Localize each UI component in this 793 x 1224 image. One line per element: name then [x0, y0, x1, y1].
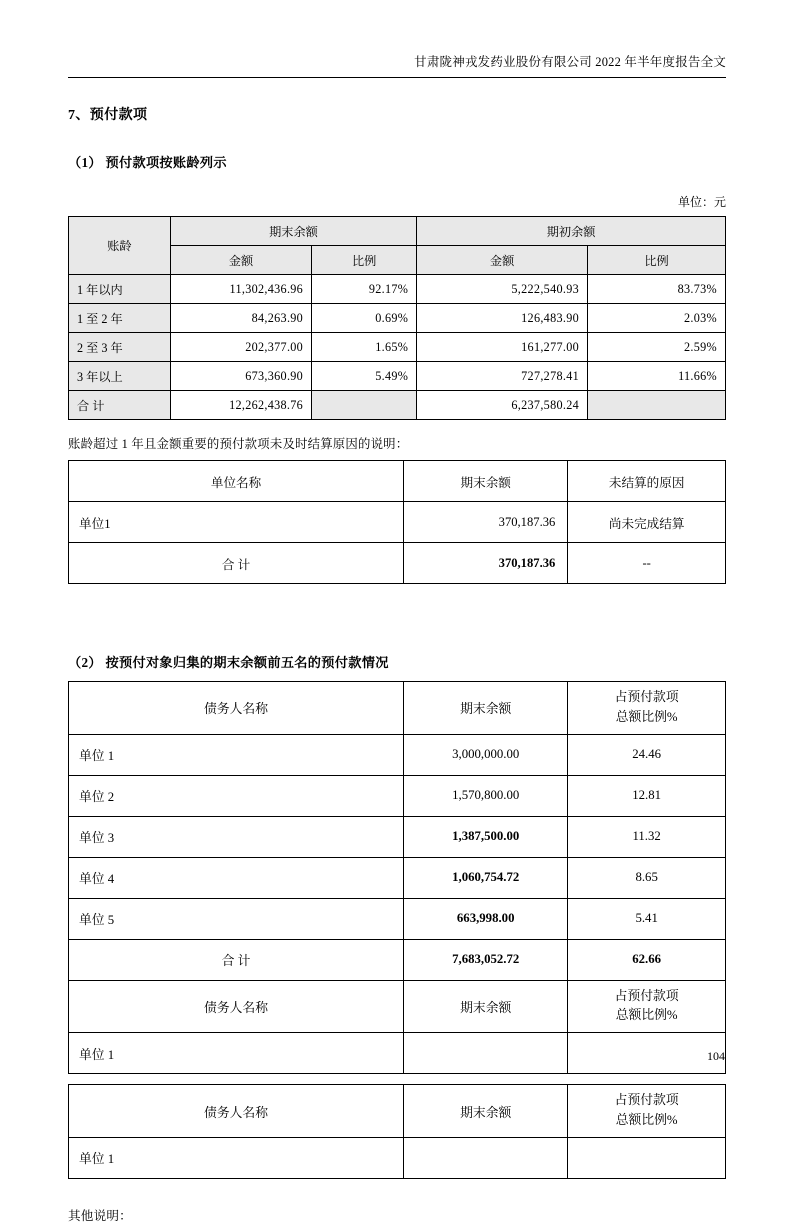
- top5-prepayment-table-extra: [68, 1084, 726, 1179]
- aging-row-begin-amount: 727,278.41: [417, 362, 588, 391]
- overdue-row-amount: 370,187.36: [404, 502, 568, 543]
- aging-header-begin-ratio: 比例: [588, 246, 726, 275]
- table-row: [69, 502, 726, 543]
- aging-row-begin-amount: 5,222,540.93: [417, 275, 588, 304]
- aging-total-end-ratio: [312, 391, 417, 420]
- top5-extra1-name: 单位 1: [69, 1033, 404, 1074]
- top5-header3-ratio: [568, 1085, 726, 1138]
- table-total-row: [69, 391, 726, 420]
- top5-header3-name: 债务人名称: [69, 1085, 404, 1138]
- top5-header3-amount: 期末余额: [404, 1085, 568, 1138]
- top5-prepayment-table: [68, 681, 726, 1074]
- table-row: [69, 333, 726, 362]
- table-row: [69, 275, 726, 304]
- top5-header-ratio-line2: 总额比例%: [615, 709, 678, 724]
- aging-row-end-ratio: 5.49%: [312, 362, 417, 391]
- unit-note: 单位：元: [677, 195, 726, 209]
- overdue-row-reason: 尚未完成结算: [568, 502, 726, 543]
- aging-row-end-amount: 11,302,436.96: [170, 275, 311, 304]
- top5-row-ratio: 11.32: [568, 816, 726, 857]
- aging-total-label: 合 计: [69, 391, 171, 420]
- table-row: [69, 775, 726, 816]
- top5-extra1-amount: [404, 1033, 568, 1074]
- aging-row-end-amount: 84,263.90: [170, 304, 311, 333]
- overdue-note: 账龄超过 1 年且金额重要的预付款项未及时结算原因的说明：: [68, 437, 409, 451]
- top5-header3-ratio-line2: 总额比例%: [615, 1113, 678, 1128]
- top5-row-name: 单位 1: [69, 734, 404, 775]
- top5-header2-amount: 期末余额: [404, 980, 568, 1033]
- subsection-1-title: [68, 152, 726, 171]
- top5-row-ratio: 24.46: [568, 734, 726, 775]
- aging-header-begin-amount: 金额: [417, 246, 588, 275]
- table-row: [69, 1033, 726, 1074]
- aging-row-end-ratio: 92.17%: [312, 275, 417, 304]
- table-row: [69, 898, 726, 939]
- aging-row-end-ratio: 0.69%: [312, 304, 417, 333]
- top5-header-ratio: [568, 682, 726, 735]
- top5-total-ratio: 62.66: [568, 939, 726, 980]
- aging-total-begin-amount: 6,237,580.24: [417, 391, 588, 420]
- aging-row-end-amount: 673,360.90: [170, 362, 311, 391]
- top5-row-amount: 1,570,800.00: [404, 775, 568, 816]
- aging-row-begin-ratio: 11.66%: [588, 362, 726, 391]
- aging-header-aging: 账龄: [69, 217, 171, 275]
- top5-row-name: 单位 5: [69, 898, 404, 939]
- top5-total-amount: 7,683,052.72: [404, 939, 568, 980]
- top5-header2-ratio-line2: 总额比例%: [615, 1008, 678, 1023]
- top5-extra2-name: 单位 1: [69, 1137, 404, 1178]
- subsection-1-label: 预付款项按账龄列示: [105, 155, 227, 170]
- other-note: 其他说明：: [68, 1208, 132, 1223]
- top5-header3-ratio-line1: 占预付款项: [614, 1093, 679, 1108]
- top5-header2-name: 债务人名称: [69, 980, 404, 1033]
- overdue-row-name: 单位1: [69, 502, 404, 543]
- top5-row-ratio: 12.81: [568, 775, 726, 816]
- aging-header-end-ratio: 比例: [312, 246, 417, 275]
- top5-row-name: 单位 4: [69, 857, 404, 898]
- subsection-1-index: （1）: [68, 155, 102, 170]
- aging-row-end-ratio: 1.65%: [312, 333, 417, 362]
- top5-row-ratio: 8.65: [568, 857, 726, 898]
- subsection-2-index: （2）: [68, 655, 102, 670]
- section-title: 7、预付款项: [68, 108, 148, 123]
- table-row: [69, 362, 726, 391]
- aging-row-label: 1 年以内: [69, 275, 171, 304]
- table-row: [69, 857, 726, 898]
- top5-extra1-ratio: [568, 1033, 726, 1074]
- table-header-row: [69, 682, 726, 735]
- aging-header-end-amount: 金额: [170, 246, 311, 275]
- aging-table: [68, 216, 726, 420]
- aging-row-end-amount: 202,377.00: [170, 333, 311, 362]
- table-row: [69, 734, 726, 775]
- header-rule: [68, 77, 726, 78]
- top5-row-amount: 1,387,500.00: [404, 816, 568, 857]
- aging-header-end-balance: 期末余额: [170, 217, 416, 246]
- top5-row-amount: 1,060,754.72: [404, 857, 568, 898]
- top5-header2-ratio: [568, 980, 726, 1033]
- aging-row-begin-amount: 126,483.90: [417, 304, 588, 333]
- table-header-row: [69, 461, 726, 502]
- overdue-header-reason: 未结算的原因: [568, 461, 726, 502]
- running-header: 甘肃陇神戎发药业股份有限公司 2022 年半年度报告全文: [414, 55, 726, 69]
- top5-row-name: 单位 3: [69, 816, 404, 857]
- table-row: [69, 816, 726, 857]
- top5-row-name: 单位 2: [69, 775, 404, 816]
- aging-total-end-amount: 12,262,438.76: [170, 391, 311, 420]
- aging-row-label: 3 年以上: [69, 362, 171, 391]
- table-row: [69, 304, 726, 333]
- top5-extra2-amount: [404, 1137, 568, 1178]
- aging-row-begin-amount: 161,277.00: [417, 333, 588, 362]
- table-row: [69, 1137, 726, 1178]
- top5-row-amount: 663,998.00: [404, 898, 568, 939]
- aging-total-begin-ratio: [588, 391, 726, 420]
- top5-header-ratio-line1: 占预付款项: [614, 690, 679, 704]
- aging-row-begin-ratio: 83.73%: [588, 275, 726, 304]
- table-total-row: [69, 543, 726, 584]
- aging-row-label: 2 至 3 年: [69, 333, 171, 362]
- top5-header2-ratio-line1: 占预付款项: [614, 988, 679, 1003]
- top5-row-amount: 3,000,000.00: [404, 734, 568, 775]
- table-total-row: [69, 939, 726, 980]
- aging-header-begin-balance: 期初余额: [417, 217, 726, 246]
- aging-row-label: 1 至 2 年: [69, 304, 171, 333]
- overdue-total-amount: 370,187.36: [404, 543, 568, 584]
- aging-row-begin-ratio: 2.59%: [588, 333, 726, 362]
- page-number: 104: [707, 1049, 725, 1063]
- overdue-total-label: 合 计: [69, 543, 404, 584]
- table-header-row: [69, 217, 726, 246]
- page-content: [68, 0, 726, 1224]
- top5-extra2-ratio: [568, 1137, 726, 1178]
- top5-total-label: 合 计: [69, 939, 404, 980]
- overdue-total-reason: --: [568, 543, 726, 584]
- subsection-2-label: 按预付对象归集的期末余额前五名的预付款情况: [105, 655, 389, 670]
- table-header-row: [69, 980, 726, 1033]
- overdue-header-name: 单位名称: [69, 461, 404, 502]
- aging-row-begin-ratio: 2.03%: [588, 304, 726, 333]
- subsection-2-title: [68, 652, 726, 671]
- top5-row-ratio: 5.41: [568, 898, 726, 939]
- overdue-header-amount: 期末余额: [404, 461, 568, 502]
- section-gap: [68, 584, 726, 624]
- top5-header-amount: 期末余额: [404, 682, 568, 735]
- overdue-table: [68, 460, 726, 584]
- top5-header-name: 债务人名称: [69, 682, 404, 735]
- table-header-row: [69, 1085, 726, 1138]
